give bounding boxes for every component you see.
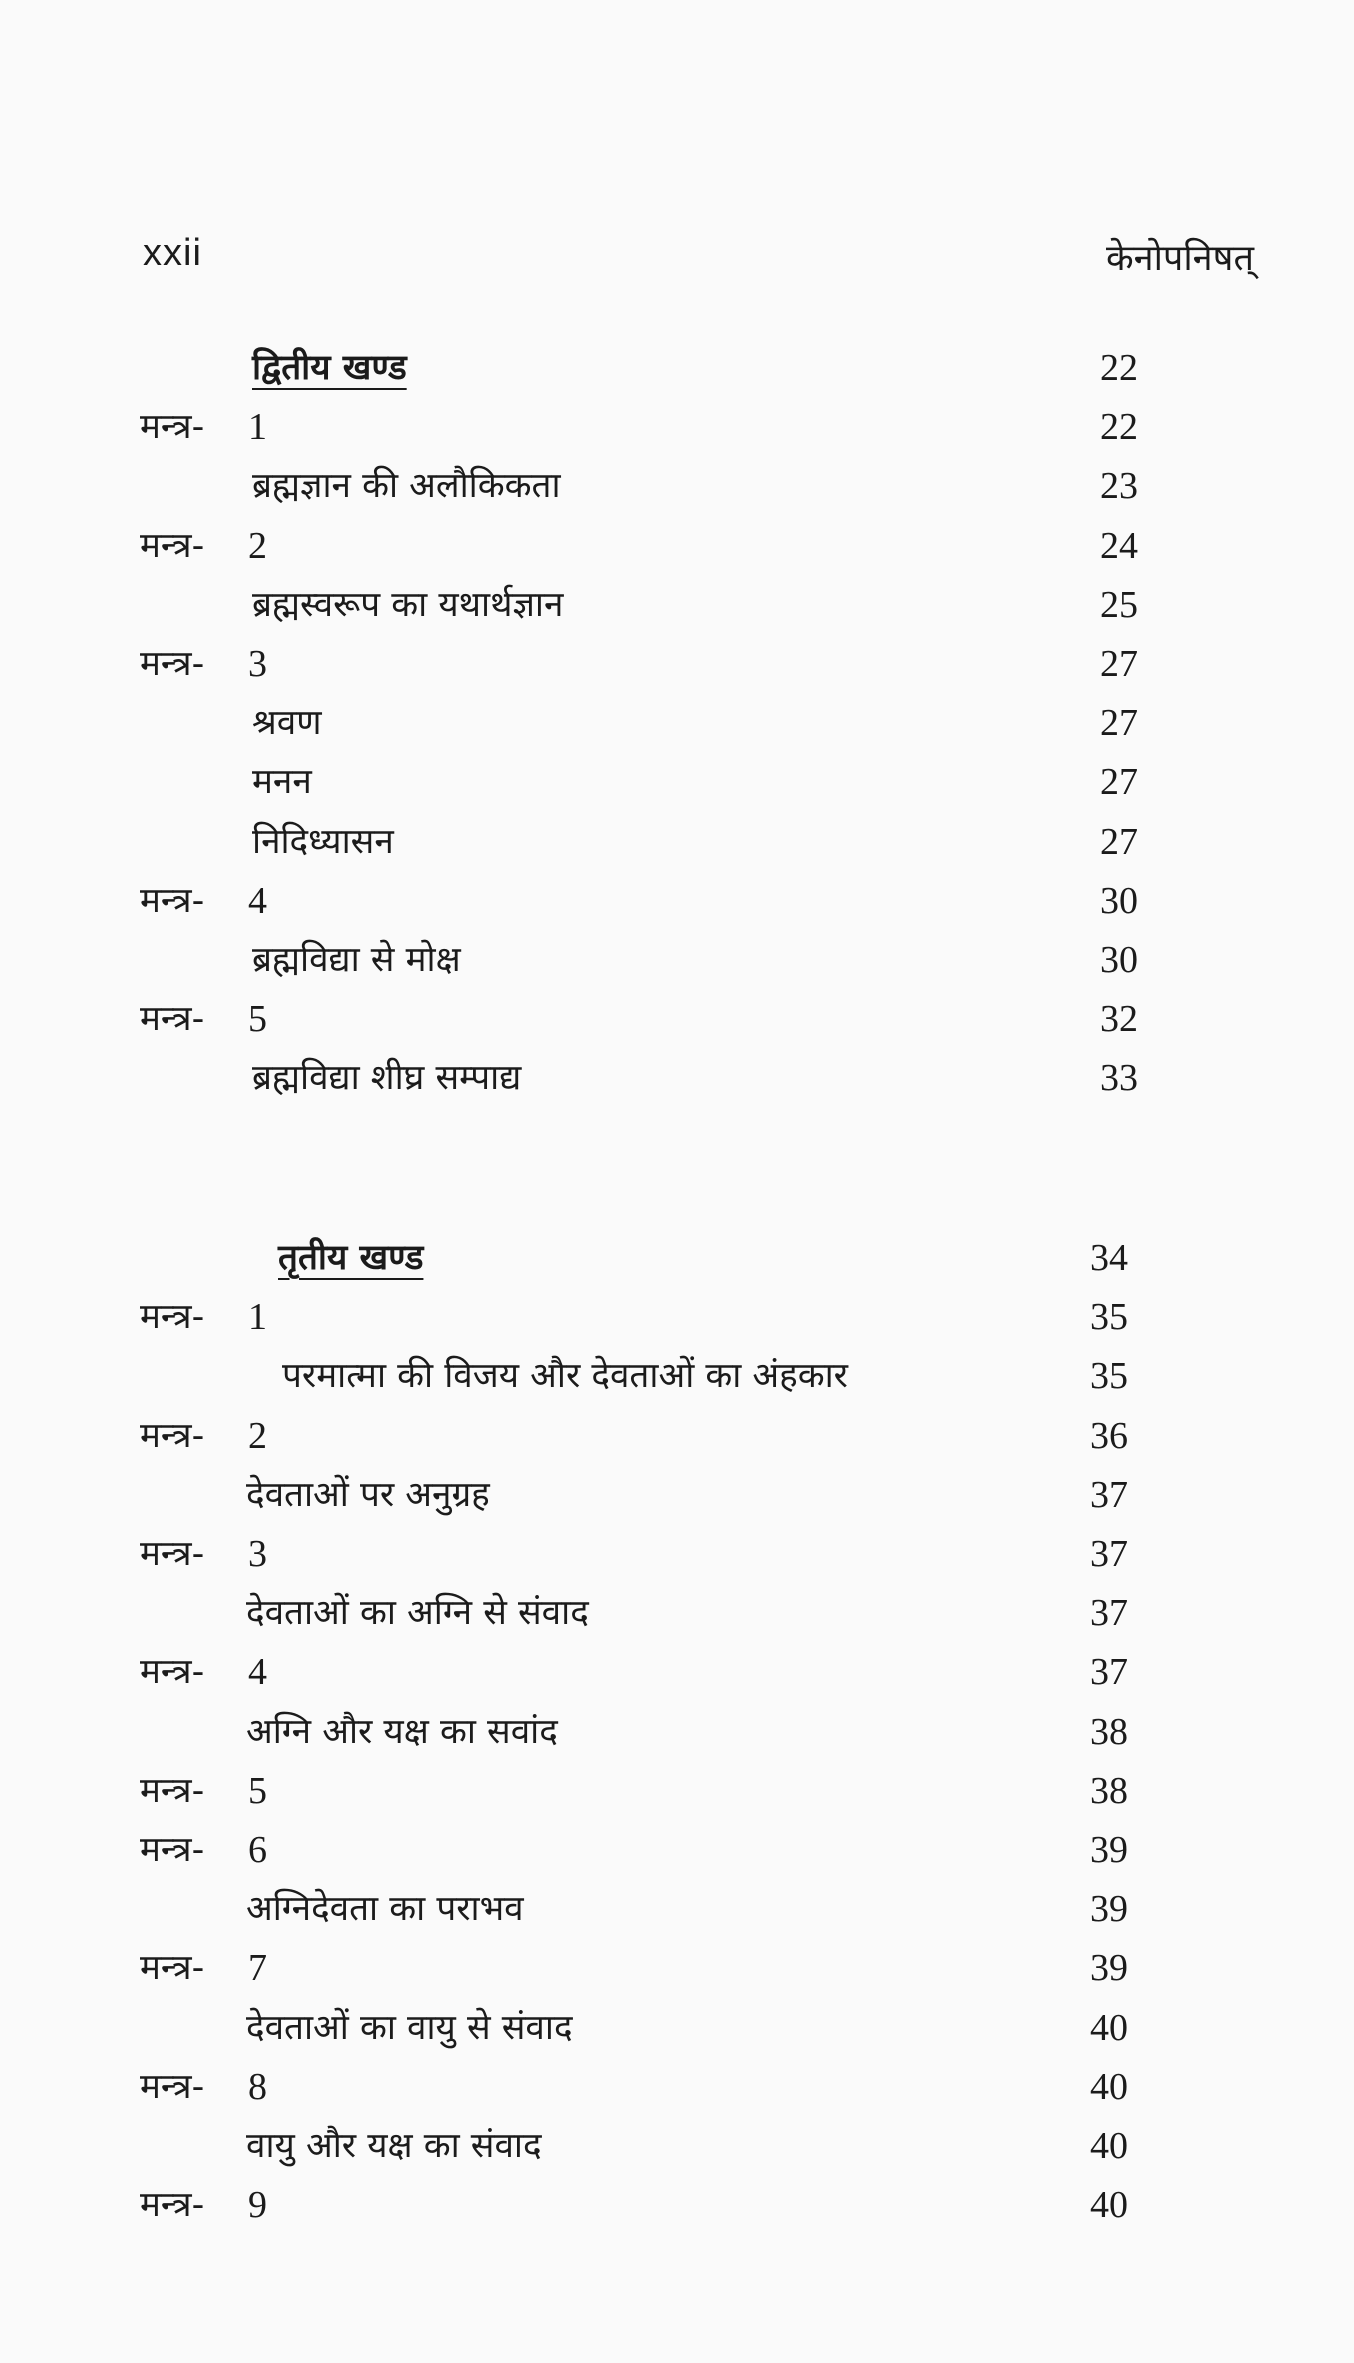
page-number: 27 [1100,702,1138,744]
topic-title: श्रवण [252,703,322,743]
mantra-label: मन्त्र- [140,1534,205,1574]
topic-title: देवताओं का अग्नि से संवाद [246,1593,589,1633]
mantra-label: मन्त्र- [140,1652,205,1692]
mantra-row [0,1763,1354,1819]
topic-row [0,754,1354,810]
page-number: 33 [1100,1057,1138,1099]
topic-row [0,2118,1354,2174]
topic-title: अग्नि और यक्ष का सवांद [246,1712,558,1752]
mantra-label: मन्त्र- [140,1948,205,1988]
topic-title: ब्रह्मविद्या से मोक्ष [252,940,461,980]
mantra-number: 2 [248,1415,267,1457]
mantra-number: 1 [248,1296,267,1338]
topic-row [0,458,1354,514]
mantra-number: 8 [248,2066,267,2108]
topic-title: ब्रह्मज्ञान की अलौकिकता [252,466,561,506]
topic-title: ब्रह्मस्वरूप का यथार्थज्ञान [252,585,564,625]
page-number: 24 [1100,525,1138,567]
mantra-label: मन्त्र- [140,881,205,921]
topic-row [0,814,1354,870]
page-number: 32 [1100,998,1138,1040]
page-number: 39 [1090,1829,1128,1871]
mantra-label: मन्त्र- [140,1830,205,1870]
mantra-number: 4 [248,880,267,922]
topic-title: परमात्मा की विजय और देवताओं का अंहकार [282,1356,848,1396]
topic-row [0,695,1354,751]
mantra-row [0,399,1354,455]
page-number: 39 [1090,1947,1128,1989]
mantra-number: 9 [248,2184,267,2226]
page-number: 36 [1090,1415,1128,1457]
page-number: 38 [1090,1711,1128,1753]
page-number: 23 [1100,465,1138,507]
mantra-label: मन्त्र- [140,526,205,566]
mantra-row [0,2177,1354,2233]
mantra-row [0,1289,1354,1345]
topic-row [0,577,1354,633]
page-number: 35 [1090,1355,1128,1397]
topic-row [0,1348,1354,1404]
section-heading-row [0,1230,1354,1286]
mantra-row [0,1408,1354,1464]
topic-row [0,1050,1354,1106]
topic-title: ब्रह्मविद्या शीघ्र सम्पाद्य [252,1058,522,1098]
page-number: 37 [1090,1592,1128,1634]
mantra-number: 5 [248,1770,267,1812]
mantra-row [0,518,1354,574]
mantra-number: 2 [248,525,267,567]
topic-row [0,1467,1354,1523]
mantra-row [0,1526,1354,1582]
topic-title: निदिध्यासन [252,822,394,862]
page-number: 37 [1090,1474,1128,1516]
mantra-label: मन्त्र- [140,1416,205,1456]
mantra-number: 3 [248,643,267,685]
topic-title: देवताओं पर अनुग्रह [246,1475,490,1515]
mantra-number: 7 [248,1947,267,1989]
mantra-label: मन्त्र- [140,1771,205,1811]
mantra-number: 1 [248,406,267,448]
mantra-row [0,2059,1354,2115]
running-title: केनोपनिषत् [1105,238,1254,279]
page-number: 37 [1090,1651,1128,1693]
page-number: 27 [1100,821,1138,863]
topic-row [0,1704,1354,1760]
mantra-row [0,873,1354,929]
mantra-number: 5 [248,998,267,1040]
page-number: 27 [1100,643,1138,685]
topic-row [0,1585,1354,1641]
page-label: xxii [143,232,202,274]
section-heading-row [0,340,1354,396]
topic-title: वायु और यक्ष का संवाद [246,2126,542,2166]
page-number: 22 [1100,347,1138,389]
page-number: 34 [1090,1237,1128,1279]
mantra-number: 4 [248,1651,267,1693]
page-number: 40 [1090,2125,1128,2167]
mantra-number: 3 [248,1533,267,1575]
section-heading: तृतीय खण्ड [278,1238,424,1278]
page-number: 30 [1100,939,1138,981]
topic-row [0,2000,1354,2056]
topic-row [0,1881,1354,1937]
mantra-label: मन्त्र- [140,2185,205,2225]
mantra-row [0,636,1354,692]
section-heading: द्वितीय खण्ड [252,348,407,388]
topic-title: देवताओं का वायु से संवाद [246,2008,573,2048]
topic-title: अग्निदेवता का पराभव [246,1889,524,1929]
mantra-label: मन्त्र- [140,644,205,684]
mantra-label: मन्त्र- [140,1297,205,1337]
mantra-row [0,991,1354,1047]
page-number: 39 [1090,1888,1128,1930]
mantra-number: 6 [248,1829,267,1871]
mantra-row [0,1644,1354,1700]
page-number: 30 [1100,880,1138,922]
page-number: 27 [1100,761,1138,803]
page-number: 40 [1090,2184,1128,2226]
mantra-label: मन्त्र- [140,407,205,447]
page-number: 35 [1090,1296,1128,1338]
mantra-row [0,1940,1354,1996]
page-number: 22 [1100,406,1138,448]
page-number: 37 [1090,1533,1128,1575]
mantra-label: मन्त्र- [140,999,205,1039]
topic-title: मनन [252,762,312,802]
page-number: 40 [1090,2007,1128,2049]
page-number: 38 [1090,1770,1128,1812]
mantra-label: मन्त्र- [140,2067,205,2107]
mantra-row [0,1822,1354,1878]
topic-row [0,932,1354,988]
page-number: 25 [1100,584,1138,626]
page-number: 40 [1090,2066,1128,2108]
